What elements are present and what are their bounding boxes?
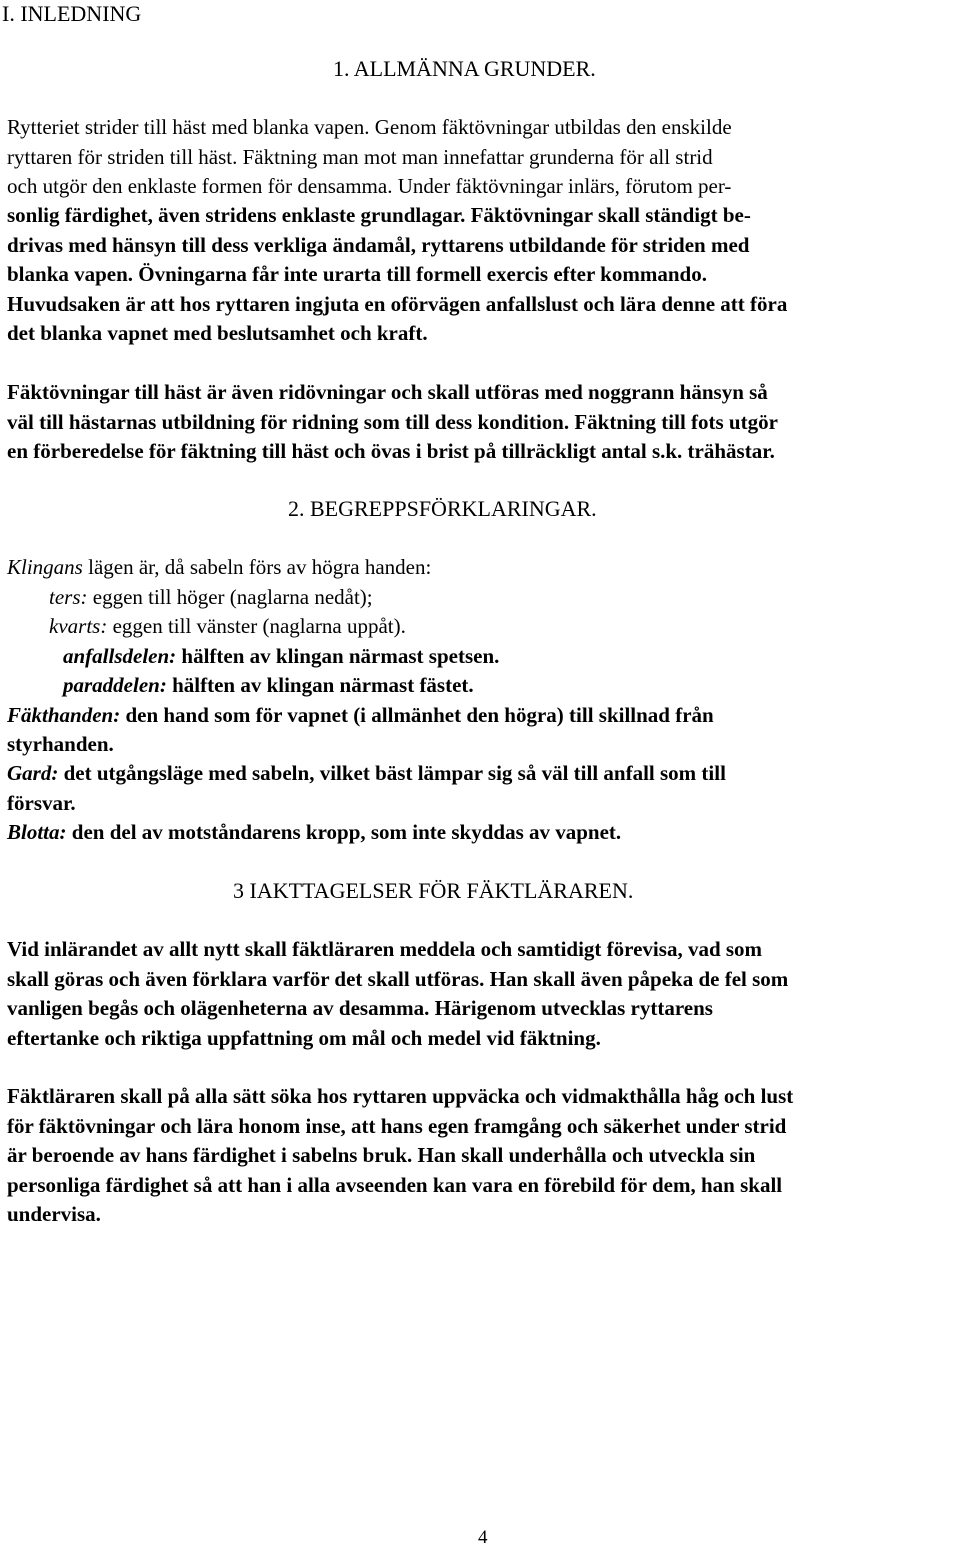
text-line: Fäktövningar till häst är även ridövningar och skall utföras med noggrann hänsyn så <box>7 380 768 404</box>
definition-text: det utgångsläge med sabeln, vilket bäst lämpar sig så väl till anfall som till <box>58 761 726 785</box>
text-line: Vid inlärandet av allt nytt skall fäktläraren meddela och samtidigt förevisa, vad som <box>7 937 763 961</box>
section-heading-2: 2. BEGREPPSFÖRKLARINGAR. <box>288 496 597 521</box>
definition-item <box>7 701 714 729</box>
text-line: är beroende av hans färdighet i sabelns bruk. Han skall underhålla och utveckla sin <box>7 1143 756 1167</box>
definition-item <box>49 583 373 611</box>
definition-item <box>7 553 431 581</box>
definition-item <box>63 671 474 699</box>
definition-term: kvarts: <box>49 614 108 638</box>
definition-term: paraddelen: <box>63 673 167 697</box>
text-line: det blanka vapnet med beslutsamhet och kraft. <box>7 321 428 345</box>
section-heading-3: 3 IAKTTAGELSER FÖR FÄKTLÄRAREN. <box>233 878 634 903</box>
definition-item <box>49 612 406 640</box>
definition-term: anfallsdelen: <box>63 644 177 668</box>
page-number: 4 <box>478 1527 488 1548</box>
definition-item <box>7 759 726 787</box>
text-line: ryttaren för striden till häst. Fäktning man mot man innefattar grunderna för all strid <box>7 145 713 169</box>
definition-text: hälften av klingan närmast fästet. <box>166 673 474 697</box>
text-line: för fäktövningar och lära honom inse, att hans egen framgång och säkerhet under strid <box>7 1114 787 1138</box>
text-line: väl till hästarnas utbildning för ridning som till dess kondition. Fäktning till fots utgör <box>7 410 778 434</box>
definition-text: eggen till vänster (naglarna uppåt). <box>107 614 406 638</box>
definition-term: Fäkthanden: <box>7 703 121 727</box>
definition-term: ters: <box>49 585 88 609</box>
definition-continuation: försvar. <box>7 791 76 815</box>
chapter-title: I. INLEDNING <box>2 1 142 26</box>
text-line: undervisa. <box>7 1202 101 1226</box>
definition-text: den hand som för vapnet (i allmänhet den högra) till skillnad från <box>120 703 714 727</box>
definition-item <box>63 642 499 670</box>
definition-text: hälften av klingan närmast spetsen. <box>176 644 500 668</box>
definition-term: Gard: <box>7 761 59 785</box>
text-line: en förberedelse för fäktning till häst och övas i brist på tillräckligt antal s.k. trähästar. <box>7 439 775 463</box>
definition-term: Klingans <box>7 555 83 579</box>
definition-text: den del av motståndarens kropp, som inte skyddas av vapnet. <box>66 820 622 844</box>
text-line: personliga färdighet så att han i alla avseenden kan vara en förebild för dem, han skall <box>7 1173 783 1197</box>
definition-item <box>7 818 621 846</box>
text-line: blanka vapen. Övningarna får inte urarta till formell exercis efter kommando. <box>7 262 707 286</box>
text-line: vanligen begås och olägenheterna av desamma. Härigenom utvecklas ryttarens <box>7 996 713 1020</box>
section-heading-1: 1. ALLMÄNNA GRUNDER. <box>333 56 596 81</box>
definition-continuation: styrhanden. <box>7 732 114 756</box>
text-line: sonlig färdighet, även stridens enklaste grundlagar. Fäktövningar skall ständigt be- <box>7 203 751 227</box>
text-line: och utgör den enklaste formen för densamma. Under fäktövningar inlärs, förutom per- <box>7 174 732 198</box>
definition-term: Blotta: <box>7 820 67 844</box>
text-line: Fäktläraren skall på alla sätt söka hos ryttaren uppväcka och vidmakthålla håg och lust <box>7 1084 794 1108</box>
text-line: Huvudsaken är att hos ryttaren ingjuta en oförvägen anfallslust och lära denne att föra <box>7 292 788 316</box>
text-line: skall göras och även förklara varför det skall utföras. Han skall även påpeka de fel som <box>7 967 789 991</box>
text-line: drivas med hänsyn till dess verkliga ändamål, ryttarens utbildande för striden med <box>7 233 750 257</box>
definition-text: eggen till höger (naglarna nedåt); <box>87 585 373 609</box>
text-line: Rytteriet strider till häst med blanka vapen. Genom fäktövningar utbildas den enskilde <box>7 115 732 139</box>
definition-text: lägen är, då sabeln förs av högra handen: <box>82 555 432 579</box>
text-line: eftertanke och riktiga uppfattning om mål och medel vid fäktning. <box>7 1026 601 1050</box>
